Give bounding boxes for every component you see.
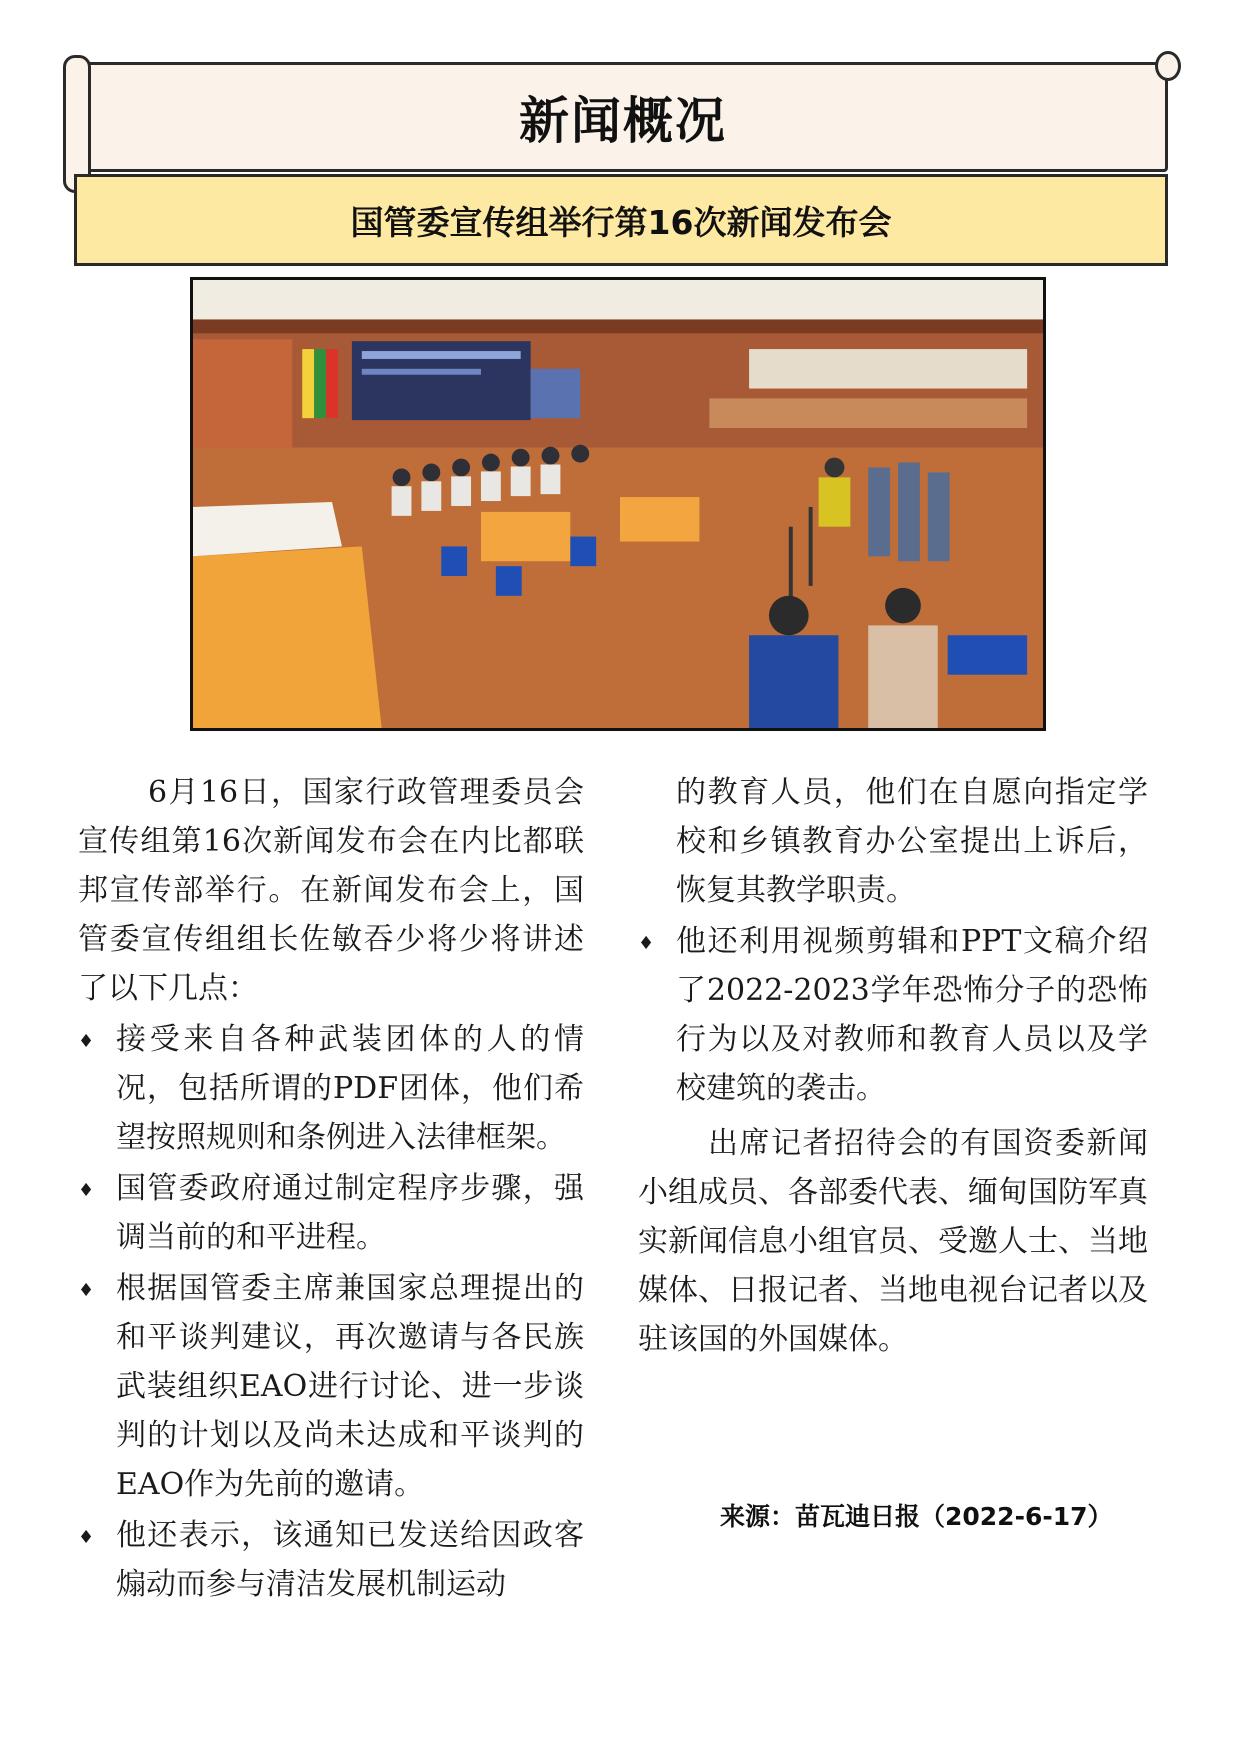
left-column bbox=[78, 768, 584, 1611]
closing-paragraph: 出席记者招待会的有国资委新闻小组成员、各部委代表、缅甸国防军真实新闻信息小组官员、受邀人士、当地媒体、日报记者、当地电视台记者以及驻该国的外国媒体。 bbox=[638, 1126, 1148, 1357]
diamond-bullet-icon: ♦ bbox=[78, 1280, 95, 1301]
diamond-bullet-icon: ♦ bbox=[78, 1527, 95, 1548]
diamond-bullet-icon: ♦ bbox=[638, 933, 655, 954]
list-item bbox=[78, 1164, 584, 1262]
list-item-text: 根据国管委主席兼国家总理提出的和平谈判建议，再次邀请与各民族武装组织EAO进行讨论、进一步谈判的计划以及尚未达成和平谈判的EAO作为先前的邀请。 bbox=[116, 1271, 584, 1502]
list-item bbox=[78, 1264, 584, 1509]
list-item-text: 他还利用视频剪辑和PPT文稿介绍了2022-2023学年恐怖分子的恐怖行为以及对教师和教育人员以及学校建筑的袭击。 bbox=[676, 924, 1148, 1106]
right-bullet-list bbox=[638, 917, 1148, 1113]
title-banner bbox=[78, 62, 1168, 172]
list-item-text: 接受来自各种武装团体的人的情况，包括所谓的PDF团体，他们希望按照规则和条例进入法律框架。 bbox=[116, 1022, 584, 1155]
press-conference-photo bbox=[190, 277, 1046, 731]
list-item bbox=[78, 1015, 584, 1162]
list-item-text: 国管委政府通过制定程序步骤，强调当前的和平进程。 bbox=[116, 1171, 584, 1255]
photo-illustration bbox=[193, 280, 1043, 728]
left-bullet-list bbox=[78, 1015, 584, 1609]
right-column bbox=[638, 768, 1148, 1364]
list-item-text: 他还表示，该通知已发送给因政客煽动而参与清洁发展机制运动 bbox=[116, 1518, 584, 1602]
list-item bbox=[638, 917, 1148, 1113]
diamond-bullet-icon: ♦ bbox=[78, 1180, 95, 1201]
diamond-bullet-icon: ♦ bbox=[78, 1031, 95, 1052]
continuation-text: 的教育人员，他们在自愿向指定学校和乡镇教育办公室提出上诉后，恢复其教学职责。 bbox=[676, 775, 1148, 908]
source-credit: 来源：苗瓦迪日报（2022-6-17） bbox=[720, 1502, 1113, 1531]
list-item bbox=[78, 1511, 584, 1609]
scroll-curl-left bbox=[63, 55, 91, 193]
headline: 国管委宣传组举行第16次新闻发布会 bbox=[350, 202, 892, 242]
page-title: 新闻概况 bbox=[519, 92, 727, 150]
scroll-curl-right bbox=[1155, 51, 1181, 81]
headline-box bbox=[74, 174, 1168, 266]
intro-paragraph: 6月16日，国家行政管理委员会宣传组第16次新闻发布会在内比都联邦宣传部举行。在新闻发布会上，国管委宣传组组长佐敏吞少将少将讲述了以下几点： bbox=[78, 775, 584, 1006]
